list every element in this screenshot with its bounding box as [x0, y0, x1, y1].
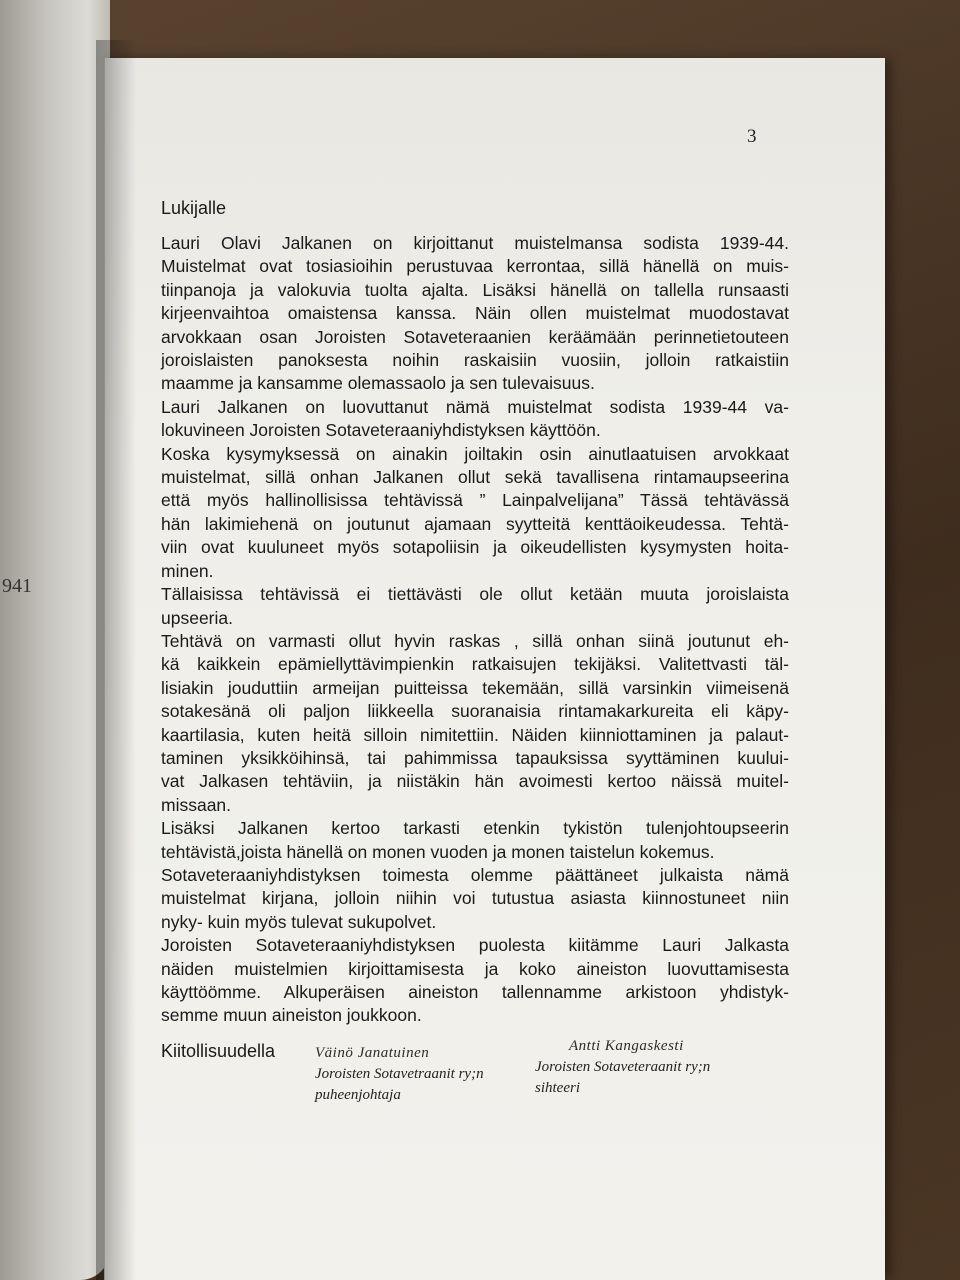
text-line: käyttöömme. Alkuperäisen aineiston tallennamme arkistoon yhdistyk-	[161, 982, 789, 1002]
signature-secretary	[535, 1036, 710, 1099]
text-line: tiinpanoja ja valokuvia tuolta ajalta. Lisäksi hänellä on tallella runsaasti	[161, 279, 789, 300]
text-line: että myös hallinollisissa tehtävissä ” Lainpalvelijana” Tässä tehtävässä	[161, 490, 789, 511]
text-line: maamme ja kansamme olemassaolo ja sen tulevaisuus.	[161, 373, 595, 394]
text-line: hän lakimiehenä on joutunut ajamaan syytteitä kenttäoikeudessa. Tehtä-	[161, 513, 789, 534]
text-line: Tehtävä on varmasti ollut hyvin raskas , sillä onhan siinä joutunut eh-	[161, 630, 789, 651]
body-text	[161, 232, 789, 1028]
text-line: viin ovat kuuluneet myös sotapoliisin ja oikeudellisten kysymysten hoita-	[161, 537, 789, 558]
left-page-edge-text: 941	[2, 575, 32, 597]
text-line: Joroisten Sotaveteraaniyhdistyksen puolesta kiitämme Lauri Jalkasta	[161, 935, 789, 956]
left-page	[0, 0, 110, 1280]
text-line: nyky- kuin myös tulevat sukupolvet.	[161, 911, 437, 932]
signature-name: Väinö Janatuinen	[315, 1045, 430, 1061]
text-line: Koska kysymyksessä on ainakin joiltakin osin ainutlaatuisen arvokkaat	[161, 443, 789, 464]
text-line: minen.	[161, 560, 214, 581]
text-line: tehtävistä,joista hänellä on monen vuoden ja monen taistelun kokemus.	[161, 841, 715, 862]
text-line: arvokkaan osan Joroisten Sotaveteraanien keräämään perinnetietouteen	[161, 326, 789, 347]
text-line: näiden muistelmien kirjoittamisesta ja koko aineiston luovuttamisesta	[161, 958, 789, 979]
closing: Kiitollisuudella	[161, 1041, 276, 1061]
text-line: lisiakin jouduttiin armeijan puitteissa tekemään, sillä varsinkin viimeisenä	[161, 677, 789, 698]
text-line: sotakesänä oli paljon liikkeella suoranaisia rintamakarkureita eli käpy-	[161, 701, 789, 722]
text-line: Tällaisissa tehtävissä ei tiettävästi ole ollut ketään muuta joroislaista	[161, 584, 789, 605]
signature-role: puheenjohtaja	[315, 1087, 401, 1103]
signature-role: sihteeri	[535, 1080, 580, 1096]
text-line: kä kaikkein epämiellyttävimpienkin ratkaisujen tekijäksi. Valitettvasti täl-	[161, 654, 789, 675]
text-line: taminen yksikköihinsä, tai pahimmissa tapauksissa syyttäminen kuului-	[161, 747, 789, 768]
text-line: joroislaisten panoksesta noihin raskaisiin vuosiin, jolloin ratkaistiin	[161, 350, 789, 371]
greeting: Lukijalle	[161, 198, 227, 218]
page-number: 3	[747, 126, 757, 147]
signature-name: Antti Kangaskesti	[569, 1038, 684, 1054]
signature-org: Joroisten Sotavetraanit ry;n	[315, 1066, 484, 1082]
text-line: kaartilasia, kuten heitä silloin nimitettiin. Näiden kiinniottaminen ja palaut-	[161, 724, 789, 745]
text-line: Lauri Jalkanen on luovuttanut nämä muistelmat sodista 1939-44 va-	[161, 396, 789, 417]
text-line: semme muun aineiston joukkoon.	[161, 1005, 422, 1026]
text-line: Lisäksi Jalkanen kertoo tarkasti etenkin tykistön tulenjohtoupseerin	[161, 818, 789, 839]
text-line: lokuvineen Joroisten Sotaveteraaniyhdistyksen käyttöön.	[161, 420, 601, 441]
signature-org: Joroisten Sotaveteraanit ry;n	[535, 1059, 711, 1075]
book-gutter-shadow	[96, 40, 136, 1280]
text-line: missaan.	[161, 794, 232, 815]
text-line: Lauri Olavi Jalkanen on kirjoittanut muistelmansa sodista 1939-44.	[161, 233, 789, 253]
book-page	[104, 58, 885, 1280]
text-line: Sotaveteraaniyhdistyksen toimesta olemme päättäneet julkaista nämä	[161, 864, 789, 885]
text-line: upseeria.	[161, 607, 233, 628]
text-line: muistelmat, sillä onhan Jalkanen ollut sekä tavallisena rintamaupseerina	[161, 467, 789, 488]
text-line: muistelmat kirjana, jolloin niihin voi tutustua asiasta kiinnostuneet niin	[161, 888, 789, 909]
text-line: kirjeenvaihtoa omaistensa kanssa. Näin ollen muistelmat muodostavat	[161, 303, 789, 324]
text-line: vat Jalkasen tehtäviin, ja niistäkin hän avoimesti kertoo näissä muitel-	[161, 771, 789, 792]
text-line: Muistelmat ovat tosiasioihin perustuvaa kerrontaa, sillä hänellä on muis-	[161, 256, 789, 277]
signature-chairman	[315, 1043, 484, 1106]
